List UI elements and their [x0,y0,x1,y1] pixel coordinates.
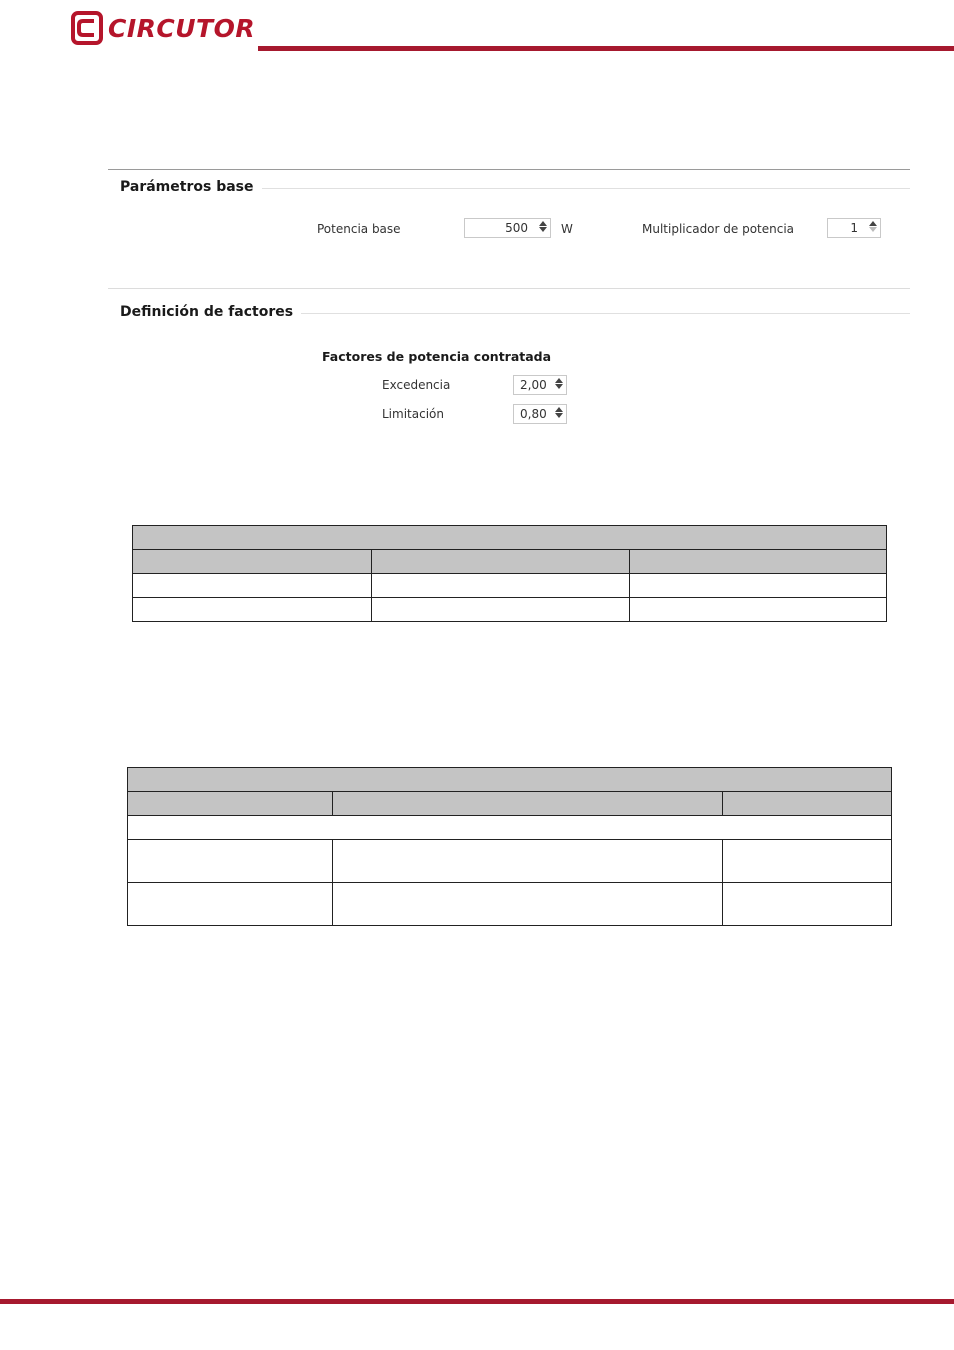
potencia-unit: W [561,222,573,236]
table-cell [372,574,630,598]
factores-subtitle: Factores de potencia contratada [322,349,552,364]
table-cell [333,840,723,883]
spinner-arrows-icon[interactable] [554,406,563,422]
table-span-row [128,816,892,840]
table-row [133,574,887,598]
limitacion-spinner[interactable] [513,404,567,424]
table-cell [723,883,892,926]
excedencia-spinner[interactable] [513,375,567,395]
table-cell [723,840,892,883]
table-header-cell [723,792,892,816]
table-cell [133,574,372,598]
footer-rule [0,1299,954,1304]
table-cell [630,574,887,598]
table-1 [132,525,887,622]
excedencia-label: Excedencia [382,378,451,392]
table-cell [133,598,372,622]
table-row [128,840,892,883]
table-row [128,883,892,926]
header-rule [258,46,954,51]
spinner-arrows-icon[interactable] [868,220,877,236]
multiplicador-value: 1 [850,221,858,235]
table-cell [630,598,887,622]
section-separator [108,288,910,289]
table-header-cell [133,550,372,574]
brand-name: CIRCUTOR [108,13,256,43]
section-title-parametros: Parámetros base [108,179,262,195]
limitacion-label: Limitación [382,407,444,421]
table-header-row [128,768,892,792]
table-cell [128,840,333,883]
circutor-logo-icon [70,11,104,45]
panel-top-border [108,169,910,170]
table-2 [127,767,892,926]
excedencia-value: 2,00 [520,378,547,392]
table-header-cell [133,526,887,550]
circutor-logo [70,10,255,46]
table-cell [372,598,630,622]
section-title-definicion: Definición de factores [108,304,301,320]
spinner-arrows-icon[interactable] [538,220,547,236]
limitacion-value: 0,80 [520,407,547,421]
table-subheader-row [133,550,887,574]
potencia-base-value: 500 [505,221,528,235]
table-header-cell [630,550,887,574]
multiplicador-label: Multiplicador de potencia [642,222,795,236]
table-cell [333,883,723,926]
potencia-base-label: Potencia base [317,222,401,236]
table-header-cell [333,792,723,816]
table-subheader-row [128,792,892,816]
table-header-row [133,526,887,550]
table-row [133,598,887,622]
table-header-cell [128,768,892,792]
table-cell [128,883,333,926]
multiplicador-spinner[interactable] [827,218,881,238]
table-cell [128,816,892,840]
spinner-arrows-icon[interactable] [554,377,563,393]
settings-panel [108,169,910,439]
potencia-base-spinner[interactable] [464,218,551,238]
table-header-cell [372,550,630,574]
table-header-cell [128,792,333,816]
